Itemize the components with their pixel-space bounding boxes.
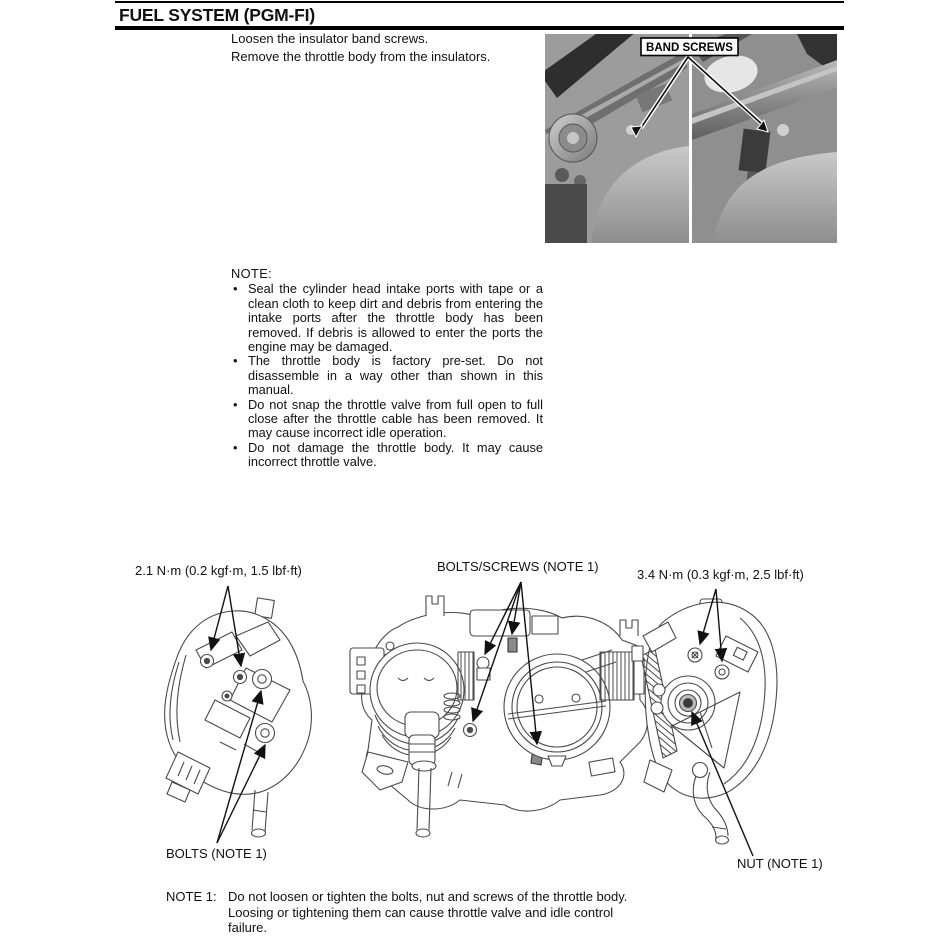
band-screws-callout-text: BAND SCREWS — [646, 42, 733, 54]
instruction-line-2: Remove the throttle body from the insulators. — [231, 49, 491, 64]
throttle-body-center-view — [350, 596, 648, 837]
note-bullet-list — [231, 282, 543, 469]
note-section — [231, 267, 543, 470]
note-heading: NOTE: — [231, 266, 273, 281]
note-bullet: • Seal the cylinder head intake ports with tape or a clean cloth to keep dirt and debris from entering the intake ports after the throttle body has been removed. If debris is allowed to enter the ports the engine may be damaged. — [231, 282, 543, 354]
step-instructions — [231, 30, 490, 66]
torque-label-right: 3.4 N·m (0.3 kgf·m, 2.5 lbf·ft) — [637, 567, 804, 582]
torque-label-left: 2.1 N·m (0.2 kgf·m, 1.5 lbf·ft) — [135, 563, 302, 578]
instruction-line-1: Loosen the insulator band screws. — [231, 31, 429, 46]
page-title: FUEL SYSTEM (PGM-FI) — [119, 5, 315, 25]
footnote-label: NOTE 1: — [166, 889, 217, 904]
note-bullet: • The throttle body is factory pre-set. Do not disassemble in a way other than shown in this manual. — [231, 354, 543, 397]
photo-divider — [689, 34, 692, 243]
footnote-text: Do not loosen or tighten the bolts, nut and screws of the throttle body. Loosing or tightening them can cause throttle valve and idle control failure. — [228, 889, 628, 936]
throttle-body-right-view — [632, 599, 777, 844]
top-rule — [115, 1, 844, 3]
throttle-body-figure — [0, 540, 952, 892]
nut-label: NUT (NOTE 1) — [737, 856, 823, 871]
band-screws-photo — [545, 34, 837, 243]
bolts-screws-label: BOLTS/SCREWS (NOTE 1) — [437, 559, 599, 574]
photo-left-panel — [545, 34, 689, 243]
band-screws-callout — [641, 38, 738, 56]
note-bullet: • Do not snap the throttle valve from full open to full close after the throttle cable has been removed. It may cause incorrect idle operation. — [231, 398, 543, 441]
note-bullet: • Do not damage the throttle body. It may cause incorrect throttle valve. — [231, 441, 543, 470]
title-rule — [115, 26, 844, 30]
bolts-label: BOLTS (NOTE 1) — [166, 846, 267, 861]
photo-right-panel — [692, 34, 837, 243]
